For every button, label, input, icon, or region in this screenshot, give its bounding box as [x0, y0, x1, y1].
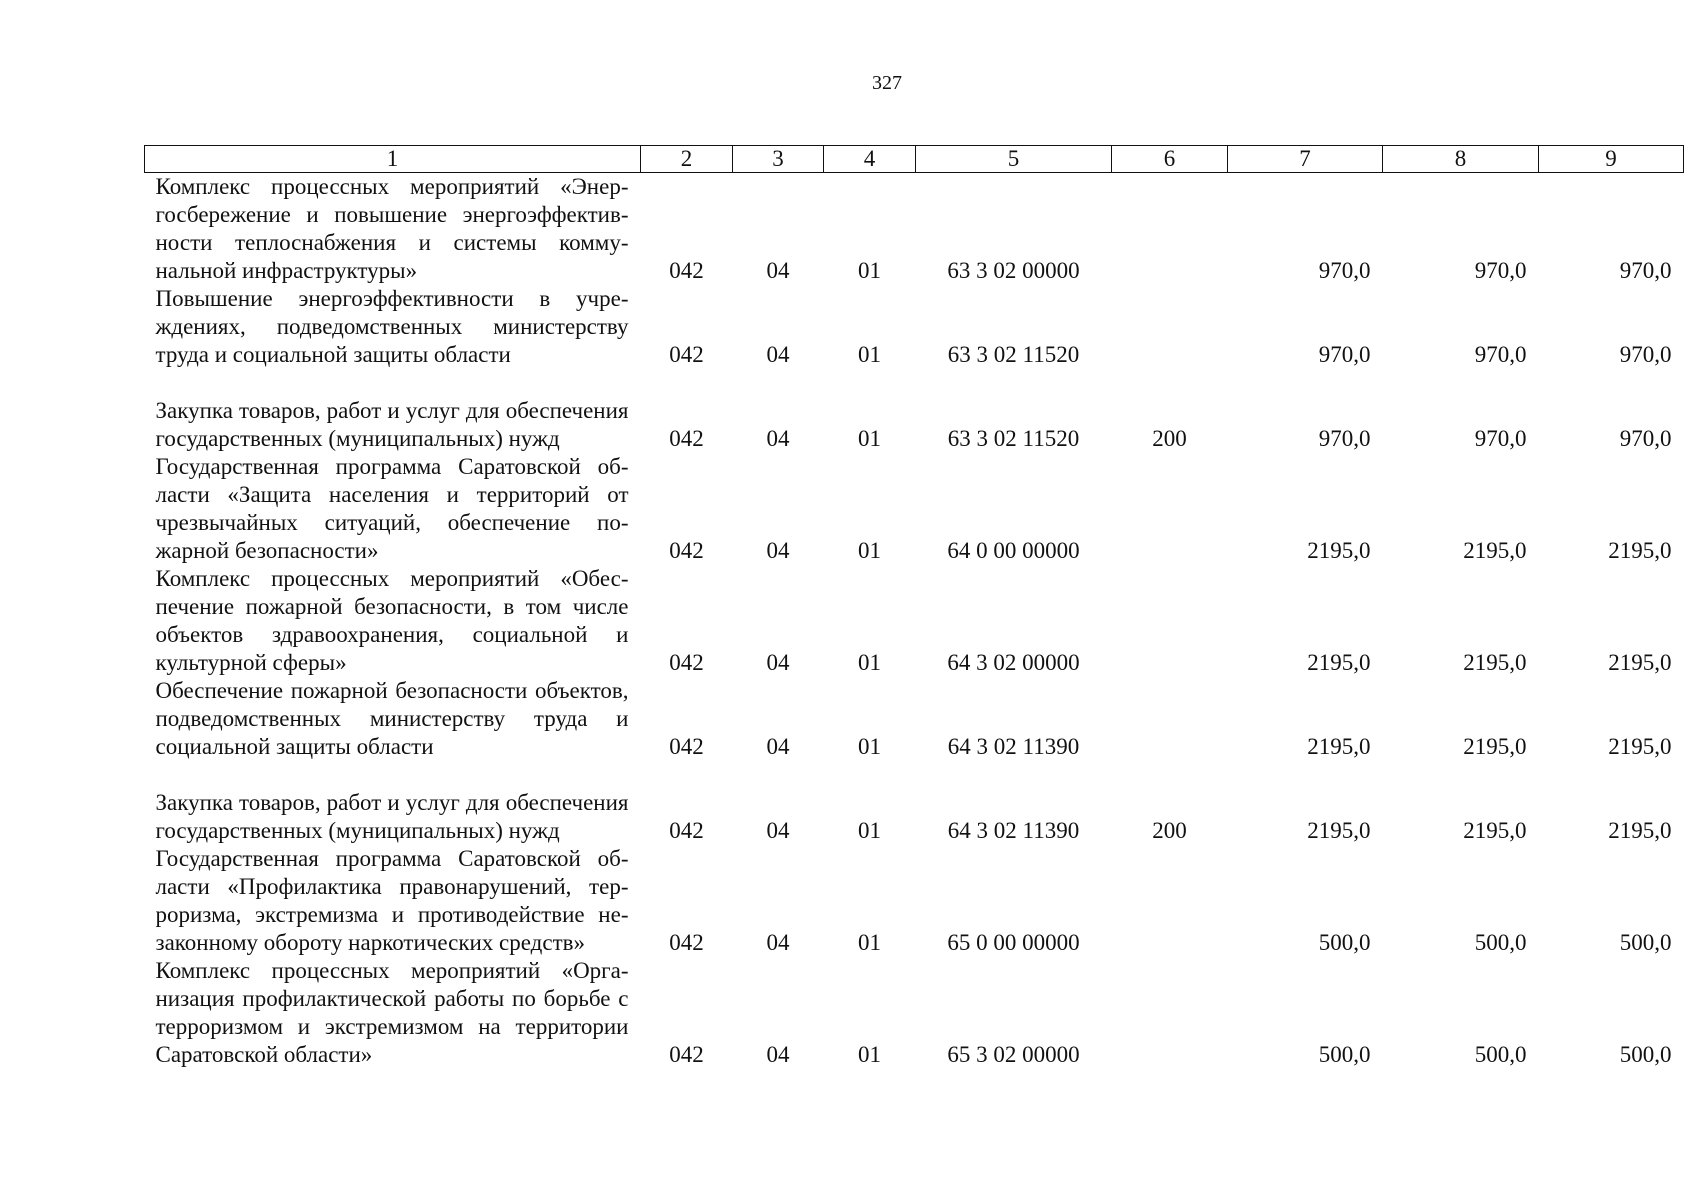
cell-col-9: 2195,0 [1608, 650, 1672, 675]
cell-col-7: 2195,0 [1307, 538, 1371, 563]
cell-col-8: 970,0 [1474, 426, 1527, 451]
cell-col-3: 04 [766, 538, 790, 563]
table-row [145, 957, 1684, 1069]
table-row [145, 453, 1684, 565]
cell-col-4: 01 [858, 1042, 881, 1067]
column-header-5: 5 [916, 146, 1112, 173]
cell-col-3: 04 [766, 342, 790, 367]
table-row [145, 761, 1684, 845]
cell-col-6 [1112, 957, 1228, 1069]
cell-col-8: 500,0 [1474, 930, 1527, 955]
column-header-9: 9 [1539, 146, 1684, 173]
cell-col-9: 2195,0 [1608, 734, 1672, 759]
cell-col-8: 2195,0 [1463, 650, 1527, 675]
cell-col-7: 2195,0 [1307, 650, 1371, 675]
column-header-8: 8 [1383, 146, 1539, 173]
cell-col-7: 500,0 [1318, 1042, 1371, 1067]
cell-col-9: 970,0 [1619, 426, 1672, 451]
cell-col-3: 04 [766, 650, 790, 675]
cell-col-8: 970,0 [1474, 258, 1527, 283]
column-header-4: 4 [824, 146, 916, 173]
cell-col-7: 500,0 [1318, 930, 1371, 955]
cell-col-8: 500,0 [1474, 1042, 1527, 1067]
cell-col-6 [1112, 285, 1228, 369]
row-description: Комплекс процессных мероприятий «Энергосбережение и повышение энергоэффективности теплоснабжения и системы коммунальной инфраструктуры» [155, 174, 629, 283]
column-header-7: 7 [1228, 146, 1383, 173]
row-description: Комплекс процессных мероприятий «Обеспечение пожарной безопасности, в том числе объектов здравоохранения, социальной и культурной сферы» [155, 566, 629, 675]
page-number: 327 [872, 72, 902, 94]
cell-col-3: 04 [766, 258, 790, 283]
cell-col-9: 970,0 [1619, 258, 1672, 283]
cell-col-5: 65 0 00 00000 [947, 930, 1080, 955]
cell-col-3: 04 [766, 734, 790, 759]
table-body [145, 173, 1684, 1070]
cell-col-8: 2195,0 [1463, 734, 1527, 759]
cell-col-4: 01 [858, 342, 881, 367]
cell-col-6 [1112, 845, 1228, 957]
table-row [145, 285, 1684, 369]
cell-col-4: 01 [858, 538, 881, 563]
cell-col-4: 01 [858, 930, 881, 955]
cell-col-7: 970,0 [1318, 426, 1371, 451]
cell-col-7: 970,0 [1318, 258, 1371, 283]
cell-col-3: 04 [766, 818, 790, 843]
cell-col-2: 042 [669, 342, 704, 367]
cell-col-2: 042 [669, 426, 704, 451]
table-row [145, 677, 1684, 761]
budget-table [144, 145, 1684, 1069]
cell-col-3: 04 [766, 426, 790, 451]
cell-col-5: 64 0 00 00000 [947, 538, 1080, 563]
row-description: Государственная программа Саратовской области «Профилактика правонарушений, терроризма, экстремизма и противодействие незаконному обороту наркотических средств» [155, 846, 629, 955]
cell-col-9: 2195,0 [1608, 818, 1672, 843]
row-description: Закупка товаров, работ и услуг для обеспечения государственных (муниципальных) нужд [155, 790, 629, 843]
cell-col-3: 04 [766, 930, 790, 955]
cell-col-8: 970,0 [1474, 342, 1527, 367]
row-description: Комплекс процессных мероприятий «Организация профилактической работы по борьбе с терроризмом и экстремизмом на территории Саратовской области» [155, 958, 629, 1067]
cell-col-2: 042 [669, 734, 704, 759]
cell-col-6 [1112, 565, 1228, 677]
table-header [145, 146, 1684, 173]
column-header-6: 6 [1112, 146, 1228, 173]
column-header-1: 1 [145, 146, 641, 173]
table-row [145, 565, 1684, 677]
cell-col-5: 63 3 02 11520 [947, 342, 1080, 367]
cell-col-9: 970,0 [1619, 342, 1672, 367]
cell-col-8: 2195,0 [1463, 538, 1527, 563]
cell-col-7: 2195,0 [1307, 734, 1371, 759]
cell-col-5: 63 3 02 11520 [947, 426, 1080, 451]
cell-col-2: 042 [669, 818, 704, 843]
cell-col-6 [1112, 453, 1228, 565]
row-description: Государственная программа Саратовской области «Защита населения и территорий от чрезвычайных ситуаций, обеспечение пожарной безопасности» [155, 454, 629, 563]
column-header-2: 2 [641, 146, 733, 173]
cell-col-9: 500,0 [1619, 930, 1672, 955]
cell-col-4: 01 [858, 258, 881, 283]
cell-col-6 [1112, 677, 1228, 761]
column-header-3: 3 [733, 146, 824, 173]
cell-col-2: 042 [669, 1042, 704, 1067]
cell-col-2: 042 [669, 258, 704, 283]
table-row [145, 845, 1684, 957]
cell-col-6: 200 [1152, 818, 1187, 843]
cell-col-6 [1112, 173, 1228, 286]
row-description: Закупка товаров, работ и услуг для обеспечения государственных (муниципальных) нужд [155, 398, 629, 451]
cell-col-8: 2195,0 [1463, 818, 1527, 843]
cell-col-7: 970,0 [1318, 342, 1371, 367]
header-row [145, 146, 1684, 173]
cell-col-2: 042 [669, 538, 704, 563]
table-row [145, 369, 1684, 453]
cell-col-2: 042 [669, 650, 704, 675]
row-description: Обеспечение пожарной безопасности объектов, подведомственных министерству труда и социальной защиты области [155, 678, 629, 759]
cell-col-5: 63 3 02 00000 [947, 258, 1080, 283]
cell-col-4: 01 [858, 426, 881, 451]
cell-col-4: 01 [858, 650, 881, 675]
cell-col-5: 64 3 02 00000 [947, 650, 1080, 675]
cell-col-4: 01 [858, 818, 881, 843]
table-row [145, 173, 1684, 286]
cell-col-2: 042 [669, 930, 704, 955]
cell-col-9: 500,0 [1619, 1042, 1672, 1067]
cell-col-6: 200 [1152, 426, 1187, 451]
cell-col-7: 2195,0 [1307, 818, 1371, 843]
cell-col-4: 01 [858, 734, 881, 759]
cell-col-9: 2195,0 [1608, 538, 1672, 563]
cell-col-3: 04 [766, 1042, 790, 1067]
cell-col-5: 64 3 02 11390 [947, 734, 1080, 759]
row-description: Повышение энергоэффективности в учреждениях, подведомственных министерству труда и социальной защиты области [155, 286, 629, 367]
cell-col-5: 64 3 02 11390 [947, 818, 1080, 843]
cell-col-5: 65 3 02 00000 [947, 1042, 1080, 1067]
